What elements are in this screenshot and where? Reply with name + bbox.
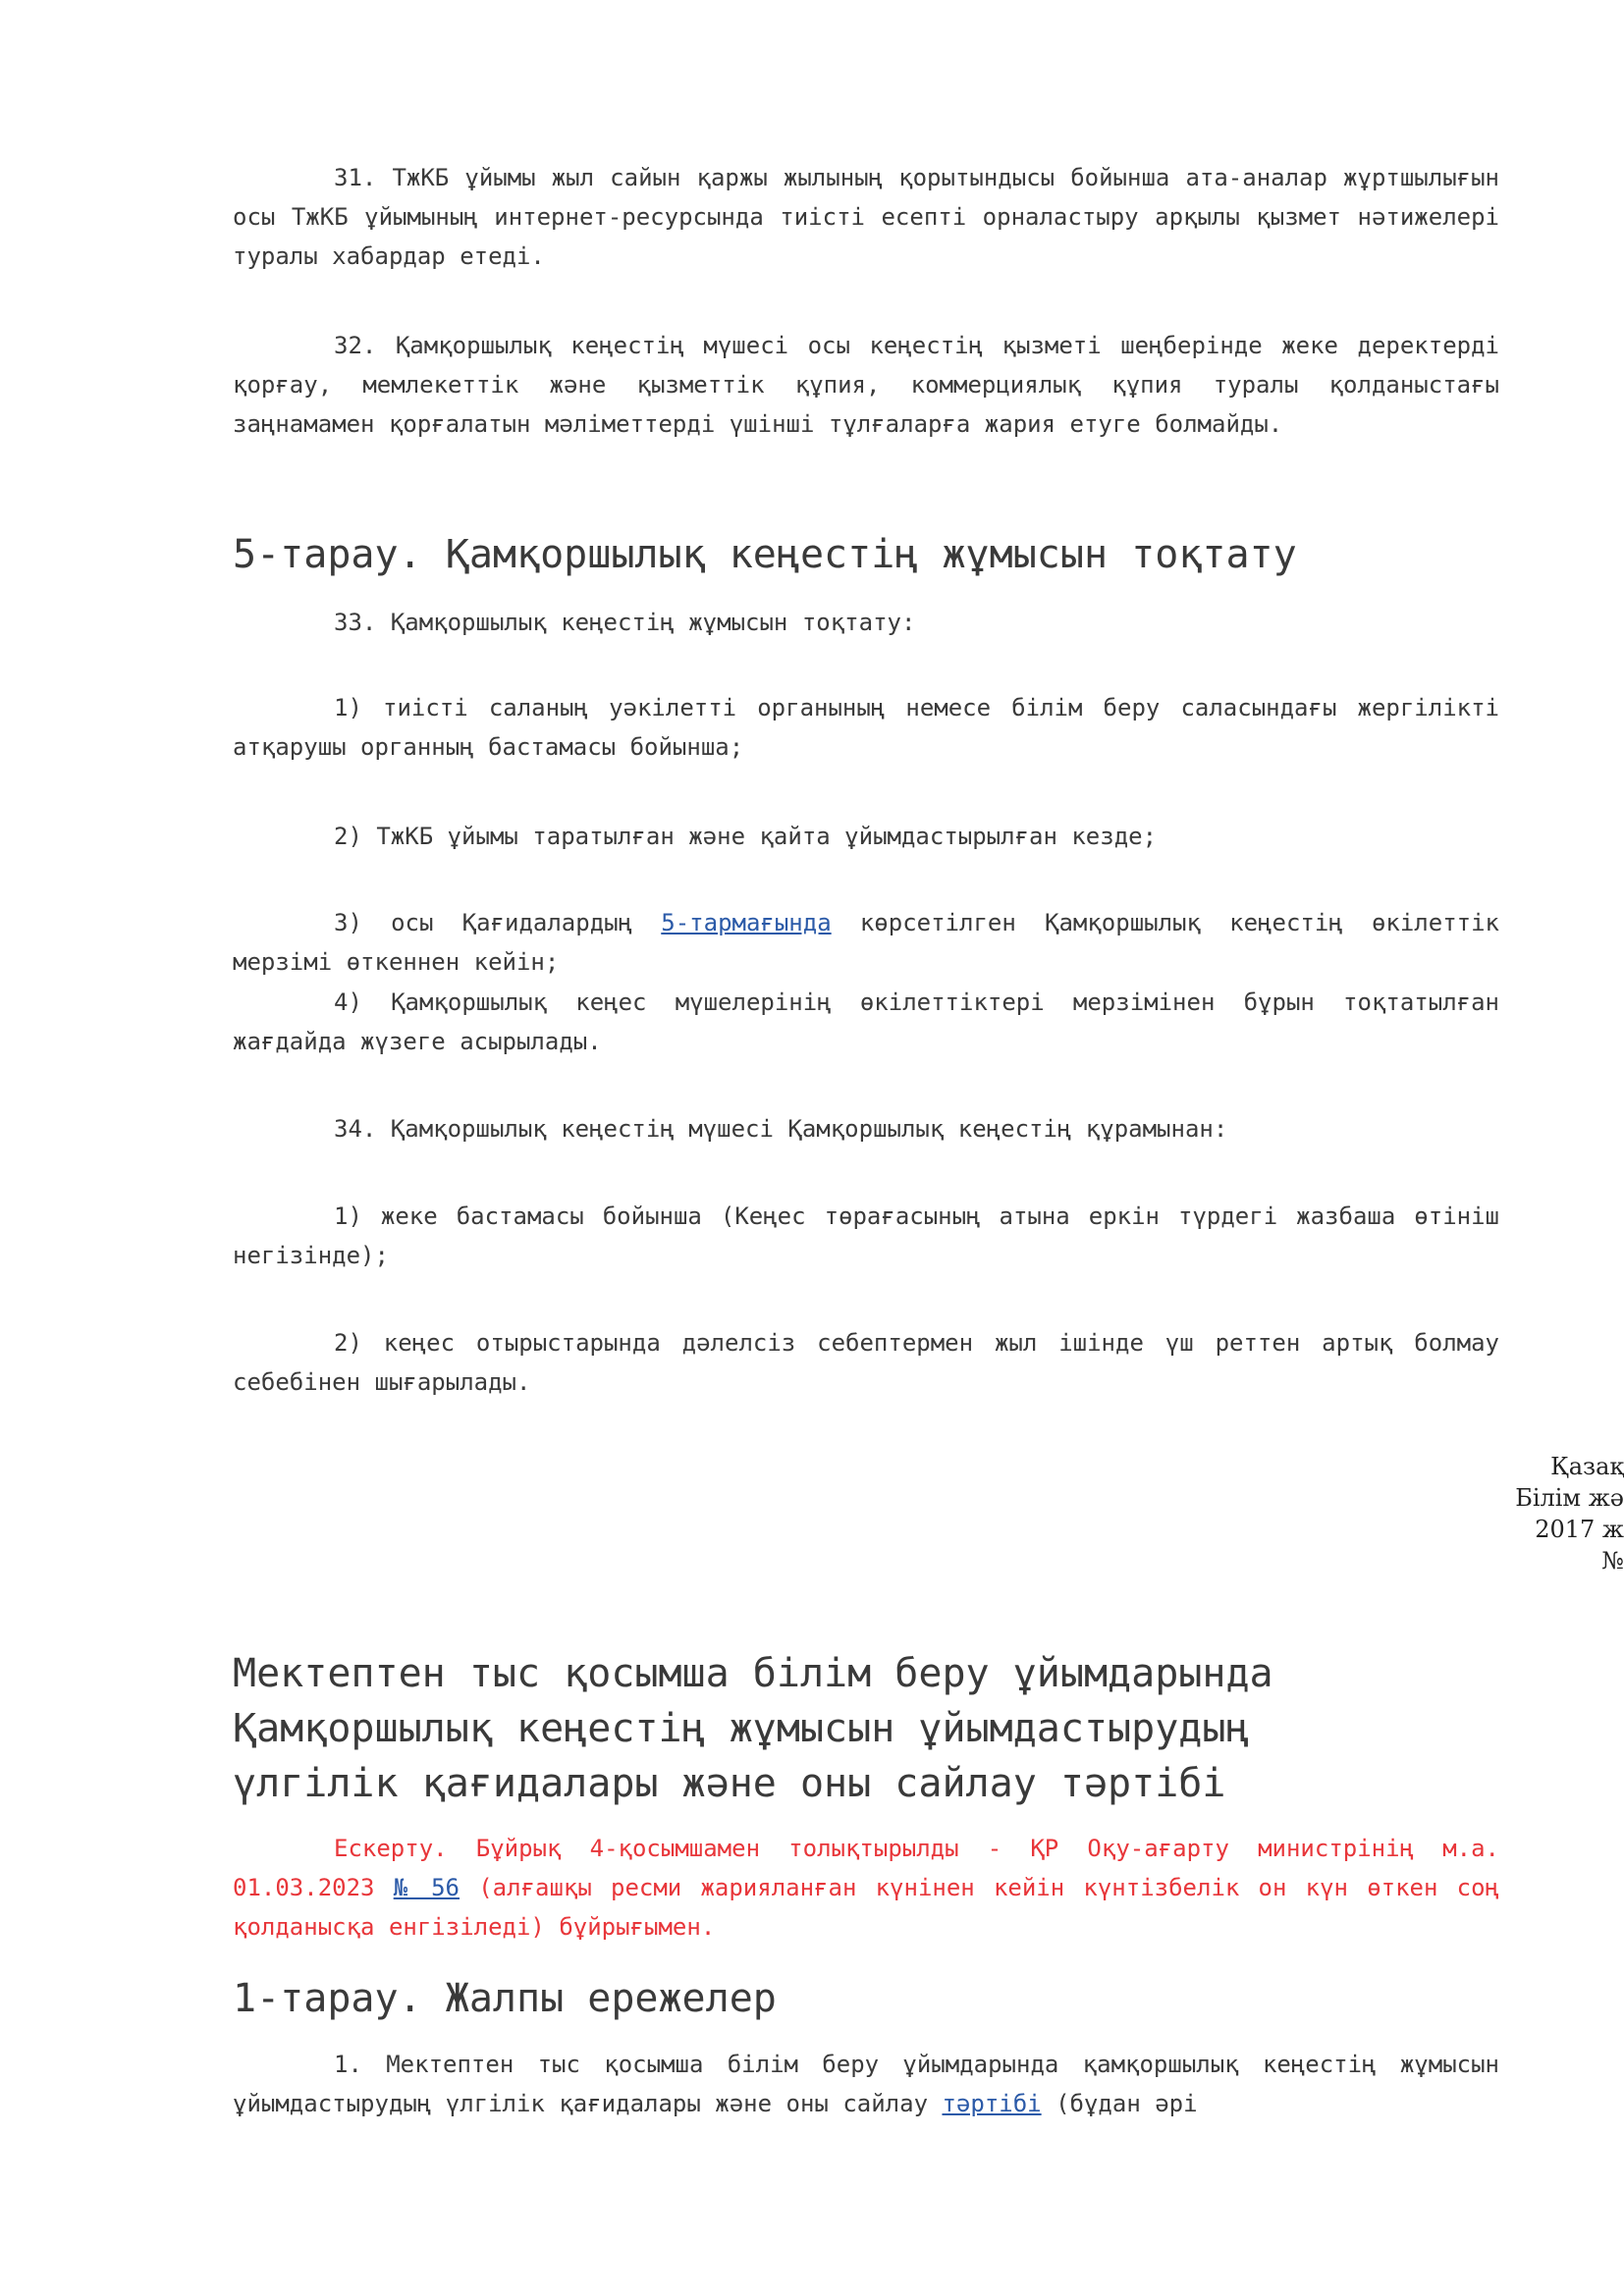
- document-title: [233, 1646, 1509, 1811]
- paragraph-34-item-1: 1) жеке бастамасы бойынша (Кеңес төрағасының атына еркін түрдегі жазбаша өтініш негізінде);: [233, 1202, 1499, 1269]
- paragraph-33-item-3-text-after: көрсетілген Қамқоршылық кеңестің өкілеттік мерзімі өткеннен кейін;: [233, 909, 1499, 976]
- paragraph-33-item-1: 1) тиісті саланың уәкілетті органының немесе білім беру саласындағы жергілікті атқарушы органның бастамасы бойынша;: [233, 694, 1499, 761]
- procedure-link[interactable]: тәртібі: [942, 2090, 1042, 2117]
- side-note-line: Қазақ: [1550, 1453, 1624, 1480]
- appendix-side-note: [1506, 1451, 1624, 1576]
- paragraph-33-item-2: 2) ТжКБ ұйымы таратылған және қайта ұйымдастырылған кезде;: [334, 823, 1158, 850]
- document-title-line: үлгілік қағидалары және оны сайлау тәртібі: [233, 1761, 1226, 1806]
- paragraph-33-item-4: 4) Қамқоршылық кеңес мүшелерінің өкілеттіктері мерзімінен бұрын тоқтатылған жағдайда жүзеге асырылады.: [233, 988, 1499, 1055]
- paragraph-33-item-3-text-before: 3) осы Қағидалардың: [334, 909, 662, 936]
- paragraph-1-text-before: 1. Мектептен тыс қосымша білім беру ұйымдарында қамқоршылық кеңестің жұмысын ұйымдастырудың үлгілік қағидалары және оны сайлау: [233, 2051, 1499, 2117]
- clause-5-link[interactable]: 5-тармағында: [661, 909, 832, 936]
- amendment-note-text-after: (алғашқы ресми жарияланған күнінен кейін күнтізбелік он күн өткен соң қолданысқа енгізіледі) бұйрығымен.: [233, 1874, 1499, 1941]
- side-note-line: Білім жә: [1515, 1484, 1624, 1512]
- order-56-link[interactable]: № 56: [393, 1874, 460, 1901]
- side-note-line: №: [1601, 1547, 1624, 1575]
- paragraph-34-item-2: 2) кеңес отырыстарында дәлелсіз себептермен жыл ішінде үш реттен артық болмау себебінен шығарылады.: [233, 1329, 1499, 1396]
- document-title-line: Қамқоршылық кеңестің жұмысын ұйымдастырудың: [233, 1706, 1250, 1751]
- paragraph-1-text-after: (бұдан әрі: [1041, 2090, 1198, 2117]
- paragraph-1: [233, 2045, 1499, 2123]
- paragraph-31: 31. ТжКБ ұйымы жыл сайын қаржы жылының қорытындысы бойынша ата-аналар жұртшылығын осы ТжКБ ұйымының интернет-ресурсында тиісті есепті орналастыру арқылы қызмет нәтижелері туралы хабардар етеді.: [233, 164, 1499, 270]
- paragraph-33: 33. Қамқоршылық кеңестің жұмысын тоқтату:: [334, 609, 916, 636]
- chapter-1-heading: 1-тарау. Жалпы ережелер: [233, 1976, 777, 2021]
- side-note-line: 2017 ж: [1535, 1516, 1624, 1543]
- paragraph-32: 32. Қамқоршылық кеңестің мүшесі осы кеңестің қызметі шеңберінде жеке деректерді қорғау, мемлекеттік және қызметтік құпия, коммерциялық құпия туралы қолданыстағы заңнамамен қорғалатын мәліметтерді үшінші тұлғаларға жария етуге болмайды.: [233, 332, 1499, 438]
- document-title-line: Мектептен тыс қосымша білім беру ұйымдарында: [233, 1651, 1273, 1696]
- amendment-note-text-before: Ескерту. Бұйрық 4-қосымшамен толықтырылды - ҚР Оқу-ағарту министрінің м.а. 01.03.2023: [233, 1835, 1499, 1901]
- amendment-note: [233, 1829, 1499, 1947]
- paragraph-33-item-3: [233, 903, 1499, 982]
- chapter-5-heading: 5-тарау. Қамқоршылық кеңестің жұмысын тоқтату: [233, 532, 1297, 577]
- paragraph-34: 34. Қамқоршылық кеңестің мүшесі Қамқоршылық кеңестің құрамынан:: [334, 1115, 1228, 1143]
